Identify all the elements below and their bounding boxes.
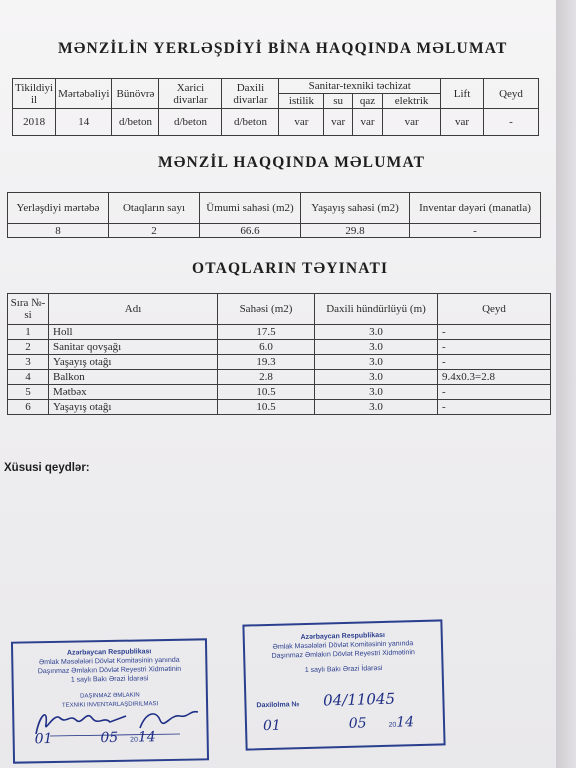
cell-inventory-value: - bbox=[410, 224, 541, 238]
stamp-right-line: Daşınmaz Əmlakın Dövlət Reyestri Xidmətinin bbox=[271, 649, 415, 660]
hdr-sanitary: Sanitar-texniki təchizat bbox=[279, 79, 441, 94]
cell-heating: var bbox=[279, 109, 324, 136]
table-row bbox=[8, 340, 551, 355]
rooms-section-title: OTAQLARIN TƏYINATI bbox=[192, 260, 389, 277]
cell-inner-walls: d/beton bbox=[222, 109, 279, 136]
hdr-foundation: Bünövrə bbox=[112, 79, 159, 109]
room-area: 2.8 bbox=[218, 370, 315, 385]
cell-gas: var bbox=[352, 109, 382, 136]
rooms-table bbox=[7, 293, 551, 415]
table-row bbox=[8, 370, 551, 385]
cell-total-area: 66.6 bbox=[200, 224, 301, 238]
stamp-left-line: Azərbaycan Respublikası bbox=[66, 648, 152, 657]
page-edge bbox=[556, 0, 576, 768]
cell-water: var bbox=[324, 109, 352, 136]
cell-outer-walls: d/beton bbox=[159, 109, 222, 136]
stamp-right-line: 1 saylı Bakı Ərazi İdarəsi bbox=[304, 664, 383, 675]
cell-living-area: 29.8 bbox=[301, 224, 410, 238]
hdr-room-count: Otaqların sayı bbox=[109, 193, 200, 224]
stamp-right-date bbox=[262, 714, 415, 735]
stamp-left-month: 05 bbox=[100, 729, 119, 747]
hdr-room-area: Sahəsi (m2) bbox=[218, 294, 315, 325]
hdr-outer-walls: Xarici divarlar bbox=[159, 79, 222, 109]
room-note: - bbox=[438, 400, 551, 415]
room-note: - bbox=[438, 355, 551, 370]
hdr-row-number: Sıra №-si bbox=[8, 294, 49, 325]
cell-lift: var bbox=[441, 109, 484, 136]
room-number: 2 bbox=[8, 340, 49, 355]
room-name: Balkon bbox=[49, 370, 218, 385]
stamp-left-line: 1 saylı Bakı Ərazi İdarəsi bbox=[70, 675, 149, 684]
stamp-left-line: Əmlak Məsələləri Dövlət Komitəsinin yanında bbox=[38, 656, 180, 667]
room-number: 1 bbox=[8, 325, 49, 340]
room-name: Sanitar qovşağı bbox=[49, 340, 218, 355]
room-name: Yaşayış otağı bbox=[49, 400, 218, 415]
hdr-room-height: Daxili hündürlüyü (m) bbox=[315, 294, 438, 325]
stamp-right-line: Əmlak Məsələləri Dövlət Komitəsinin yanında bbox=[272, 640, 414, 651]
hdr-note: Qeyd bbox=[484, 79, 539, 109]
room-name: Mətbəx bbox=[49, 385, 218, 400]
flat-table bbox=[7, 192, 541, 238]
flat-section-title: MƏNZİL HAQQINDA MƏLUMAT bbox=[158, 154, 426, 171]
room-note: - bbox=[438, 385, 551, 400]
cell-electric: var bbox=[383, 109, 441, 136]
room-note: - bbox=[438, 325, 551, 340]
hdr-water: su bbox=[324, 94, 352, 109]
room-area: 10.5 bbox=[218, 385, 315, 400]
room-name: Yaşayış otağı bbox=[49, 355, 218, 370]
stamp-left-year-suffix: 14 bbox=[137, 729, 156, 746]
room-height: 3.0 bbox=[315, 340, 438, 355]
room-area: 6.0 bbox=[218, 340, 315, 355]
hdr-floors: Mərtəbəliyi bbox=[56, 79, 112, 109]
stamp-left-line: TEXNIKI INVENTARLAŞDIRILMASI bbox=[61, 701, 159, 709]
hdr-heating: istilik bbox=[279, 94, 324, 109]
room-number: 4 bbox=[8, 370, 49, 385]
room-number: 3 bbox=[8, 355, 49, 370]
cell-note: - bbox=[484, 109, 539, 136]
stamp-left-day: 01 bbox=[34, 731, 53, 748]
room-note: - bbox=[438, 340, 551, 355]
building-table bbox=[12, 78, 539, 136]
table-row bbox=[8, 355, 551, 370]
hdr-living-area: Yaşayış sahəsi (m2) bbox=[301, 193, 410, 224]
stamp-left-line: Daşınmaz Əmlakın Dövlət Reyestri Xidmətinin bbox=[37, 665, 182, 676]
room-height: 3.0 bbox=[315, 400, 438, 415]
hdr-year: Tikildiyi il bbox=[13, 79, 56, 109]
hdr-room-name: Adı bbox=[49, 294, 218, 325]
stamp-right-reg-label: Daxilolma № bbox=[256, 701, 300, 710]
hdr-electric: elektrik bbox=[383, 94, 441, 109]
room-area: 10.5 bbox=[218, 400, 315, 415]
hdr-lift: Lift bbox=[441, 79, 484, 109]
stamp-right bbox=[242, 619, 445, 750]
room-note: 9.4x0.3=2.8 bbox=[438, 370, 551, 385]
building-section-title: MƏNZİLİN YERLƏŞDİYİ BİNA HAQQINDA MƏLUMAT bbox=[58, 40, 508, 57]
stamp-right-month: 05 bbox=[348, 715, 367, 732]
stamp-right-year-suffix: 14 bbox=[396, 714, 415, 731]
signature bbox=[30, 704, 210, 738]
stamp-right-day: 01 bbox=[262, 717, 282, 735]
room-height: 3.0 bbox=[315, 385, 438, 400]
stamp-right-reg-number: 04/11045 bbox=[322, 689, 396, 710]
special-notes-label: Xüsusi qeydlər: bbox=[4, 462, 90, 474]
stamp-right-year-prefix: 20 bbox=[388, 721, 397, 729]
cell-floor-located: 8 bbox=[8, 224, 109, 238]
hdr-room-note: Qeyd bbox=[438, 294, 551, 325]
hdr-total-area: Ümumi sahəsi (m2) bbox=[200, 193, 301, 224]
room-height: 3.0 bbox=[315, 355, 438, 370]
hdr-floor-located: Yerləşdiyi mərtəbə bbox=[8, 193, 109, 224]
room-height: 3.0 bbox=[315, 325, 438, 340]
hdr-gas: qaz bbox=[352, 94, 382, 109]
cell-floors: 14 bbox=[56, 109, 112, 136]
stamp-left bbox=[11, 638, 209, 763]
room-area: 19.3 bbox=[218, 355, 315, 370]
hdr-inventory-value: Inventar dəyəri (manatla) bbox=[410, 193, 541, 224]
room-name: Holl bbox=[49, 325, 218, 340]
table-row bbox=[8, 325, 551, 340]
stamp-left-year-prefix: 20 bbox=[130, 736, 139, 744]
hdr-inner-walls: Daxili divarlar bbox=[222, 79, 279, 109]
table-row bbox=[8, 400, 551, 415]
table-row bbox=[8, 385, 551, 400]
room-area: 17.5 bbox=[218, 325, 315, 340]
stamp-right-line: Azərbaycan Respublikası bbox=[300, 631, 386, 642]
cell-room-count: 2 bbox=[109, 224, 200, 238]
stamp-right-reg bbox=[256, 689, 396, 711]
cell-foundation: d/beton bbox=[112, 109, 159, 136]
stamp-left-line: DAŞINMAZ ƏMLAKIN bbox=[80, 692, 140, 700]
cell-year: 2018 bbox=[13, 109, 56, 136]
room-number: 6 bbox=[8, 400, 49, 415]
room-number: 5 bbox=[8, 385, 49, 400]
room-height: 3.0 bbox=[315, 370, 438, 385]
